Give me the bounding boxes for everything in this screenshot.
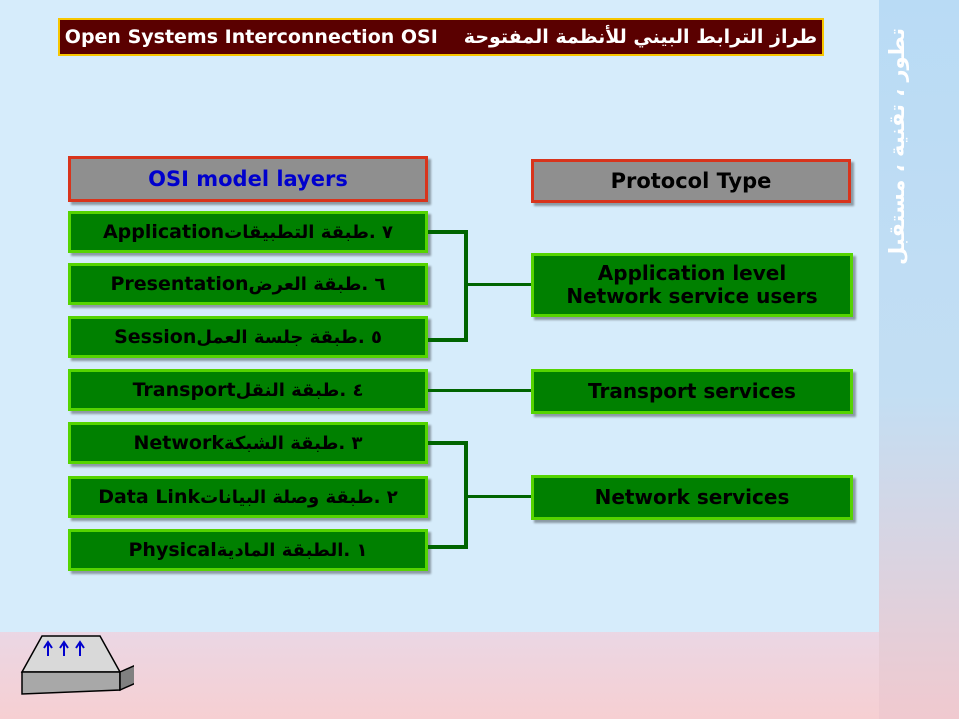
layer-arabic-1: الطبقة المادية: [216, 539, 344, 561]
layer-arabic-4: طبقة النقل: [235, 379, 340, 401]
layer-number-1: ١ .: [343, 539, 368, 561]
slide-title-bar: [58, 18, 824, 56]
layer-row-presentation: [68, 263, 428, 305]
connector-net-top: [428, 441, 468, 445]
layer-number-7: ٧ .: [368, 221, 394, 243]
connector-app-to-box: [464, 283, 532, 286]
protocol-type-header: [531, 159, 851, 203]
connector-net-bottom: [428, 545, 468, 549]
layer-english-2: Data Link: [98, 486, 201, 508]
layer-arabic-6: طبقة العرض: [248, 273, 362, 295]
title-arabic: طراز الترابط البيني للأنظمة المفتوحة: [463, 26, 818, 48]
layer-number-2: ٢ .: [373, 486, 398, 508]
layer-english-1: Physical: [128, 539, 217, 561]
protocol-type-header-label: Protocol Type: [610, 169, 772, 193]
protocol-application-line2: Network service users: [566, 284, 818, 308]
protocol-box-transport: [531, 369, 853, 414]
layer-english-6: Presentation: [110, 273, 249, 295]
layer-number-5: ٥ .: [357, 326, 382, 348]
osi-layers-header: [68, 156, 428, 202]
layer-number-3: ٣ .: [338, 432, 363, 454]
protocol-application-line1: Application level: [597, 261, 787, 285]
layer-number-4: ٤ .: [339, 379, 364, 401]
layer-row-session: [68, 316, 428, 358]
title-english: Open Systems Interconnection OSI: [64, 26, 438, 48]
layer-english-7: Application: [102, 221, 225, 243]
protocol-transport-line1: Transport services: [588, 379, 796, 403]
protocol-box-network: [531, 475, 853, 520]
layer-arabic-3: طبقة الشبكة: [223, 432, 339, 454]
connector-transport: [428, 389, 532, 392]
layer-arabic-5: طبقة جلسة العمل: [196, 326, 358, 348]
layer-english-3: Network: [133, 432, 224, 454]
connector-net-to-box: [464, 495, 532, 498]
layer-arabic-2: طبقة وصلة البيانات: [200, 486, 374, 508]
osi-layers-header-label: OSI model layers: [148, 167, 348, 191]
layer-row-data-link: [68, 476, 428, 518]
layer-english-5: Session: [114, 326, 197, 348]
layer-row-physical: [68, 529, 428, 571]
layer-row-transport: [68, 369, 428, 411]
connector-app-vertical: [464, 230, 468, 342]
side-band-text: تطور ، تقنية ، مستقبل: [885, 28, 909, 266]
layer-english-4: Transport: [132, 379, 236, 401]
layer-row-application: [68, 211, 428, 253]
layer-number-6: ٦ .: [361, 273, 386, 295]
connector-app-bottom: [428, 338, 468, 342]
layer-arabic-7: طبقة التطبيقات: [224, 221, 369, 243]
layer-row-network: [68, 422, 428, 464]
protocol-box-application: [531, 253, 853, 317]
connector-app-top: [428, 230, 468, 234]
block-arrows-icon: [14, 628, 134, 706]
protocol-network-line1: Network services: [594, 485, 790, 509]
